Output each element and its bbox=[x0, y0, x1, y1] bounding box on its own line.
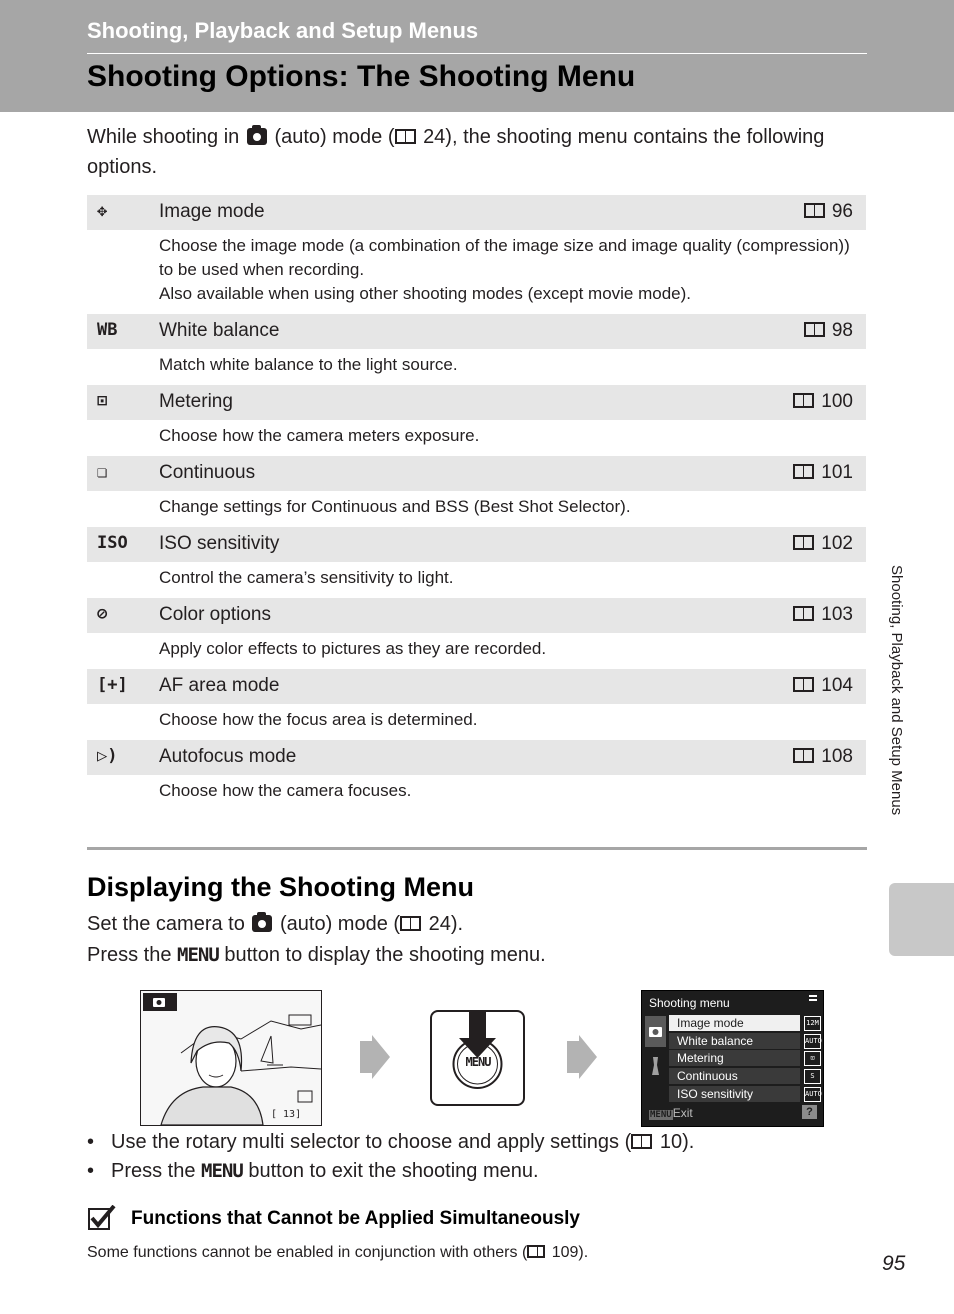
option-name: Continuous bbox=[159, 462, 256, 483]
page-reference-icon bbox=[793, 677, 814, 692]
option-description-line: Apply color effects to pictures as they are recorded. bbox=[159, 639, 547, 658]
shooting-menu-options-table bbox=[87, 195, 866, 811]
note-title: Functions that Cannot be Applied Simultaneously bbox=[131, 1208, 580, 1229]
option-page-number: 103 bbox=[821, 604, 853, 625]
instruction-bullets bbox=[87, 1128, 847, 1186]
menu-screen-item: White balance bbox=[669, 1033, 800, 1049]
page-reference-icon bbox=[400, 916, 421, 931]
shooting-tab-camera-icon bbox=[645, 1016, 666, 1047]
option-description bbox=[87, 562, 866, 598]
option-name: Metering bbox=[159, 391, 233, 412]
option-name: Autofocus mode bbox=[159, 746, 297, 767]
option-page-reference bbox=[793, 675, 853, 697]
page-reference-icon bbox=[527, 1245, 545, 1258]
intro-text-c: 24), the shooting menu contains the following options. bbox=[87, 126, 825, 178]
page-number: 95 bbox=[882, 1252, 906, 1275]
option-description bbox=[87, 491, 866, 527]
option-page-reference bbox=[793, 746, 853, 768]
option-page-number: 98 bbox=[831, 320, 853, 341]
option-page-number: 108 bbox=[821, 746, 853, 767]
option-row-header bbox=[87, 669, 866, 704]
header-rule bbox=[87, 53, 867, 54]
bullet-item bbox=[87, 1128, 847, 1157]
menu-screen-exit-menu: MENU bbox=[650, 1110, 672, 1120]
step1-text-b: (auto) mode ( bbox=[280, 913, 401, 935]
page-title: Shooting Options: The Shooting Menu bbox=[87, 60, 636, 93]
option-row-header bbox=[87, 740, 866, 775]
menu-screen-value: 12M bbox=[804, 1016, 821, 1031]
option-page-number: 100 bbox=[821, 391, 853, 412]
menu-button-symbol: MENU bbox=[201, 1160, 243, 1182]
option-page-number: 104 bbox=[821, 675, 853, 696]
image-mode-icon: ✥ bbox=[97, 201, 108, 221]
menu-screen-value: AUTO bbox=[804, 1034, 821, 1049]
step-set-auto-mode bbox=[87, 913, 463, 936]
note-body-text-b: 109). bbox=[551, 1244, 589, 1261]
menu-screen-exit-label: Exit bbox=[672, 1106, 693, 1120]
menu-screen-item: ISO sensitivity bbox=[669, 1086, 800, 1102]
menu-screen-help-icon: ? bbox=[802, 1105, 817, 1119]
auto-mode-camera-icon bbox=[252, 915, 272, 932]
svg-text:[ 13]: [ 13] bbox=[271, 1109, 302, 1120]
option-row-header bbox=[87, 598, 866, 633]
bullet2-text-b: button to exit the shooting menu. bbox=[248, 1160, 539, 1182]
metering-icon: ⊡ bbox=[97, 391, 108, 411]
option-row-header bbox=[87, 195, 866, 230]
option-description-line: Change settings for Continuous and BSS (Best Shot Selector). bbox=[159, 497, 631, 516]
checkmark-note-icon bbox=[88, 1205, 116, 1231]
autofocus-mode-icon: ▷) bbox=[97, 746, 118, 766]
bullet1-text-a: Use the rotary multi selector to choose and apply settings ( bbox=[111, 1131, 632, 1153]
option-name: White balance bbox=[159, 320, 280, 341]
option-page-reference bbox=[793, 533, 853, 555]
option-row-header bbox=[87, 456, 866, 491]
option-page-reference bbox=[804, 320, 853, 342]
continuous-icon: ❏ bbox=[97, 462, 108, 482]
page-reference-icon bbox=[395, 129, 416, 144]
menu-button-symbol: MENU bbox=[177, 944, 219, 966]
bullet-item bbox=[87, 1157, 847, 1186]
option-name: Image mode bbox=[159, 201, 265, 222]
option-description-line: Match white balance to the light source. bbox=[159, 355, 458, 374]
page-reference-icon bbox=[793, 535, 814, 550]
menu-screen-value: ⊡ bbox=[804, 1051, 821, 1066]
camera-lcd-illustration bbox=[140, 990, 322, 1126]
scroll-indicator-icon bbox=[809, 995, 817, 1005]
intro-text-a: While shooting in bbox=[87, 126, 240, 148]
option-row-header bbox=[87, 314, 866, 349]
option-page-number: 96 bbox=[831, 201, 853, 222]
portrait-scene-illustration bbox=[141, 991, 321, 1125]
intro-paragraph bbox=[87, 122, 827, 182]
step1-text-c: 24). bbox=[428, 913, 464, 935]
note-body-text-a: Some functions cannot be enabled in conjunction with others ( bbox=[87, 1244, 528, 1261]
menu-screen-value: S bbox=[804, 1069, 821, 1084]
menu-screen-item: Image mode bbox=[669, 1015, 800, 1031]
page-reference-icon bbox=[804, 203, 825, 218]
arrow-right-icon bbox=[360, 1035, 390, 1079]
option-description bbox=[87, 230, 866, 314]
option-description-line: Control the camera’s sensitivity to light. bbox=[159, 568, 454, 587]
option-description-line: Choose how the camera meters exposure. bbox=[159, 426, 480, 445]
option-name: AF area mode bbox=[159, 675, 280, 696]
option-page-reference bbox=[793, 391, 853, 413]
step-press-menu bbox=[87, 944, 546, 967]
option-row-header bbox=[87, 527, 866, 562]
option-description bbox=[87, 349, 866, 385]
page-reference-icon bbox=[793, 393, 814, 408]
intro-text-b: (auto) mode ( bbox=[274, 126, 395, 148]
menu-button-label: MENU bbox=[465, 1055, 491, 1069]
option-page-reference bbox=[793, 462, 853, 484]
page-reference-icon bbox=[631, 1134, 652, 1149]
menu-screen-title: Shooting menu bbox=[649, 996, 730, 1010]
display-heading: Displaying the Shooting Menu bbox=[87, 872, 474, 902]
header-band bbox=[0, 0, 954, 112]
step2-text-b: button to display the shooting menu. bbox=[224, 944, 546, 966]
option-description bbox=[87, 633, 866, 669]
chapter-thumb-tab bbox=[889, 883, 954, 956]
menu-screen-value: AUTO bbox=[804, 1087, 821, 1102]
iso-sensitivity-icon: ISO bbox=[97, 533, 128, 553]
option-description bbox=[87, 420, 866, 456]
option-row-header bbox=[87, 385, 866, 420]
page-reference-icon bbox=[793, 748, 814, 763]
step1-text-a: Set the camera to bbox=[87, 913, 245, 935]
note-body bbox=[87, 1244, 588, 1262]
page-reference-icon bbox=[793, 606, 814, 621]
option-page-number: 102 bbox=[821, 533, 853, 554]
option-page-number: 101 bbox=[821, 462, 853, 483]
arrow-right-icon bbox=[567, 1035, 597, 1079]
setup-tab-wrench-icon bbox=[645, 1051, 666, 1082]
page-reference-icon bbox=[804, 322, 825, 337]
af-area-mode-icon: [+] bbox=[97, 675, 128, 695]
bullet1-text-b: 10). bbox=[659, 1131, 695, 1153]
section-divider bbox=[87, 847, 867, 850]
option-description-line: Choose how the focus area is determined. bbox=[159, 710, 478, 729]
option-page-reference bbox=[804, 201, 853, 223]
side-tab-label: Shooting, Playback and Setup Menus bbox=[888, 565, 905, 816]
auto-mode-camera-icon bbox=[247, 128, 267, 145]
menu-screen-item: Metering bbox=[669, 1050, 800, 1066]
menu-screen-item: Continuous bbox=[669, 1068, 800, 1084]
shooting-menu-screen bbox=[641, 990, 824, 1127]
option-description bbox=[87, 775, 866, 811]
option-description-line: Choose how the camera focuses. bbox=[159, 781, 412, 800]
bullet2-text-a: Press the bbox=[111, 1160, 196, 1182]
option-description bbox=[87, 704, 866, 740]
step2-text-a: Press the bbox=[87, 944, 172, 966]
option-description-line: Choose the image mode (a combination of the image size and image quality (compression)) to be used when recording. bbox=[159, 236, 850, 279]
menu-button-press-illustration bbox=[430, 1010, 525, 1106]
option-name: Color options bbox=[159, 604, 271, 625]
menu-screen-exit-hint bbox=[649, 1106, 693, 1120]
color-options-icon: ⊘ bbox=[97, 604, 108, 624]
option-page-reference bbox=[793, 604, 853, 626]
page-reference-icon bbox=[793, 464, 814, 479]
white-balance-icon: WB bbox=[97, 320, 118, 340]
section-title: Shooting, Playback and Setup Menus bbox=[87, 18, 479, 43]
option-description-line: Also available when using other shooting modes (except movie mode). bbox=[159, 284, 692, 303]
option-name: ISO sensitivity bbox=[159, 533, 280, 554]
